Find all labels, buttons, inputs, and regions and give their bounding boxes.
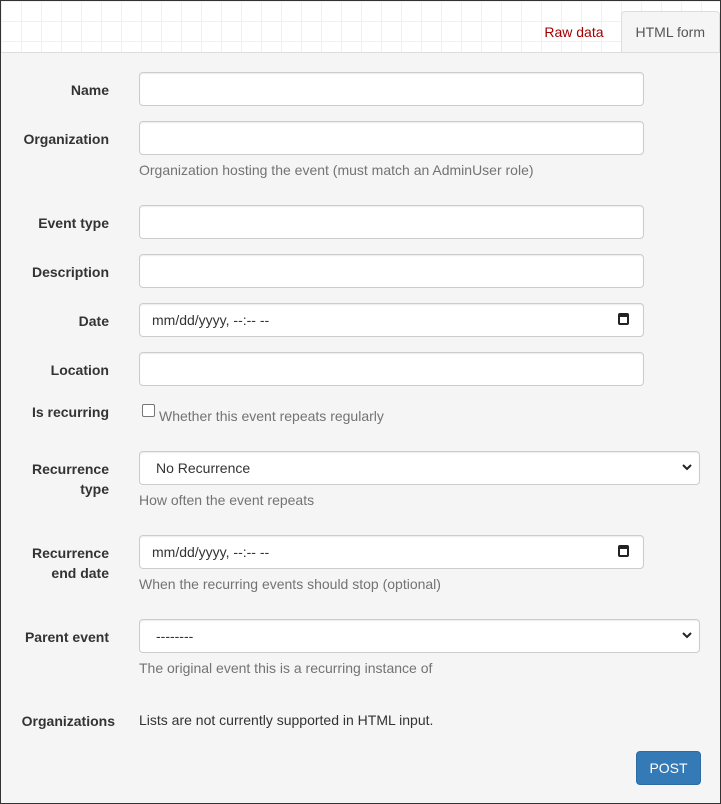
format-tabs [529,11,720,52]
is-recurring-checkbox[interactable] [142,404,155,417]
post-button[interactable]: POST [636,751,701,785]
chevron-down-icon [681,629,693,641]
event-type-input[interactable] [139,205,644,239]
date-input[interactable] [139,303,644,337]
tab-html-form[interactable]: HTML form [621,11,720,53]
organization-label: Organization [23,131,109,147]
date-input-placeholder: mm/dd/yyyy, --:-- -- [152,312,270,328]
parent-event-help-text: The original event this is a recurring instance of [139,660,433,676]
is-recurring-help-text: Whether this event repeats regularly [159,408,384,424]
recurrence-type-help-text: How often the event repeats [139,492,315,508]
event-type-label: Event type [38,215,109,231]
name-label: Name [70,82,109,98]
is-recurring-label: Is recurring [31,404,109,420]
recurrence-end-date-label-line2: end date [51,565,109,581]
organization-help-text: Organization hosting the event (must match an AdminUser role) [139,162,534,178]
recurrence-type-select[interactable] [139,451,700,485]
chevron-down-icon [681,461,693,473]
parent-event-selected-value: -------- [156,628,194,644]
organizations-note: Lists are not currently supported in HTML input. [139,712,434,728]
calendar-icon[interactable] [618,313,629,325]
recurrence-end-date-placeholder: mm/dd/yyyy, --:-- -- [152,544,270,560]
date-label: Date [78,313,109,329]
calendar-icon[interactable] [618,545,629,557]
name-input[interactable] [139,72,644,106]
recurrence-type-selected-value: No Recurrence [156,460,251,476]
recurrence-end-date-input[interactable] [139,535,644,569]
tab-raw-data[interactable]: Raw data [544,24,604,40]
parent-event-label: Parent event [24,629,109,645]
recurrence-type-label-line2: type [80,481,109,497]
recurrence-end-date-help-text: When the recurring events should stop (optional) [139,576,441,592]
description-input[interactable] [139,254,644,288]
recurrence-type-label-line1: Recurrence [31,461,109,477]
description-label: Description [31,264,109,280]
organization-input[interactable] [139,121,644,155]
parent-event-select[interactable] [139,619,700,653]
html-form-panel [1,52,720,803]
location-label: Location [50,362,109,378]
location-input[interactable] [139,352,644,386]
recurrence-end-date-label-line1: Recurrence [31,545,109,561]
organizations-label: Organizations [21,713,115,729]
